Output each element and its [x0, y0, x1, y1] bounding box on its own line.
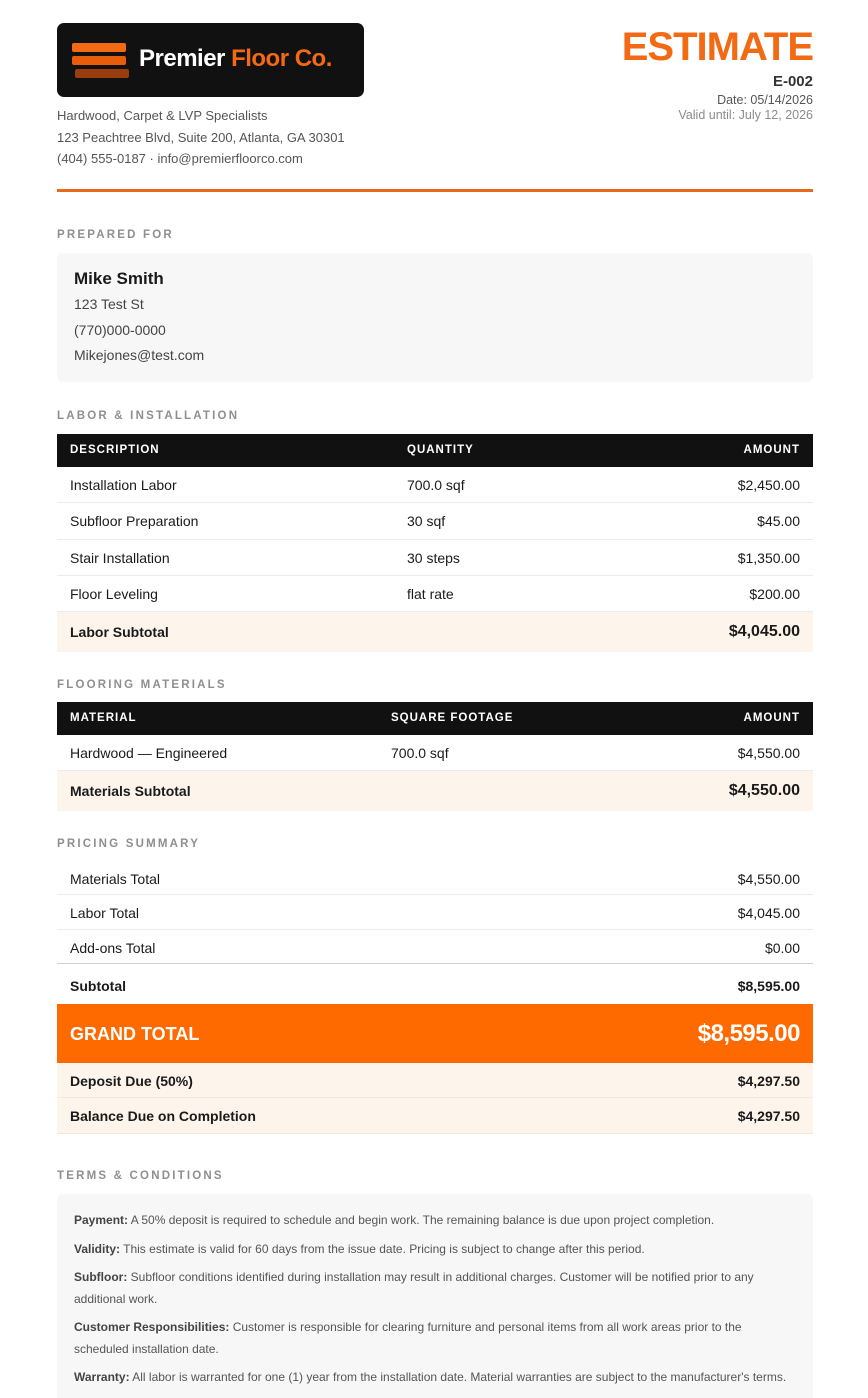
- deposit-value: $4,297.50: [737, 1072, 800, 1089]
- labor-subtotal-value: $4,045.00: [728, 623, 800, 641]
- grand-total-label: GRAND TOTAL: [70, 1023, 200, 1044]
- table-row: [57, 503, 813, 539]
- table-row: [57, 576, 813, 612]
- balance-label: Balance Due on Completion: [70, 1108, 256, 1125]
- client-email: Mikejones@test.com: [74, 347, 205, 363]
- client-card: [57, 253, 813, 382]
- terms-box: [57, 1194, 813, 1398]
- summary-row-label: Materials Total: [70, 871, 161, 887]
- terms-item-text: Subfloor conditions identified during installation may result in additional charges. Customer will be notified prior to any additional work.: [74, 1270, 754, 1306]
- row-description: Stair Installation: [70, 549, 170, 566]
- row-description: Installation Labor: [70, 477, 177, 493]
- terms-item-title: Subfloor:: [74, 1270, 128, 1284]
- summary-row-value: $4,550.00: [737, 871, 800, 887]
- subtotal-label: Subtotal: [70, 977, 126, 994]
- row-amount: $200.00: [749, 585, 800, 602]
- pricing-summary: [57, 861, 813, 1134]
- summary-row-label: Labor Total: [70, 905, 140, 922]
- subtotal-row: [57, 963, 813, 1004]
- estimate-meta: [622, 26, 813, 123]
- terms-item-validity: [74, 1239, 796, 1261]
- company-info: [57, 105, 345, 170]
- summary-row-value: $0.00: [764, 939, 800, 956]
- row-quantity: 700.0 sqf: [407, 477, 465, 493]
- logo-word-premier: Premier: [139, 45, 225, 72]
- terms-item-title: Validity:: [74, 1241, 121, 1256]
- summary-row: [57, 895, 813, 929]
- table-row: [57, 540, 813, 576]
- terms-item-payment: [74, 1210, 796, 1232]
- company-address: 123 Peachtree Blvd, Suite 200, Atlanta, GA 30301: [57, 129, 345, 145]
- company-contact: (404) 555-0187 · info@premierfloorco.com: [57, 151, 303, 166]
- materials-subtotal-row: [57, 771, 813, 811]
- terms-item-subfloor: [74, 1267, 796, 1310]
- company-tagline: Hardwood, Carpet & LVP Specialists: [57, 108, 268, 123]
- company-logo: [57, 23, 364, 97]
- row-description: Floor Leveling: [70, 585, 158, 602]
- summary-row-label: Add-ons Total: [70, 939, 156, 956]
- estimate-date: Date: 05/14/2026: [717, 93, 813, 107]
- table-header: [57, 702, 813, 735]
- row-description: Subfloor Preparation: [70, 513, 199, 530]
- column-header-square-footage: SQUARE FOOTAGE: [391, 712, 514, 724]
- labor-subtotal-label: Labor Subtotal: [70, 624, 169, 641]
- table-row: [57, 735, 813, 771]
- estimate-number: E-002: [772, 73, 813, 90]
- row-quantity: 30 steps: [407, 549, 460, 566]
- subtotal-value: $8,595.00: [737, 977, 800, 994]
- grand-total-bar: [57, 1004, 813, 1063]
- balance-value: $4,297.50: [737, 1108, 800, 1125]
- terms-item-customer-responsibilities: [74, 1317, 796, 1360]
- terms-item-title: Customer Responsibilities:: [74, 1320, 230, 1334]
- terms-section-label: TERMS & CONDITIONS: [57, 1170, 224, 1182]
- balance-row: [57, 1098, 813, 1134]
- column-header-material: MATERIAL: [70, 712, 137, 724]
- row-quantity: 30 sqf: [407, 513, 446, 530]
- grand-total-value: $8,595.00: [697, 1019, 800, 1047]
- materials-section-label: FLOORING MATERIALS: [57, 679, 227, 691]
- table-header: [57, 434, 813, 467]
- row-material: Hardwood — Engineered: [70, 745, 228, 761]
- terms-item-text: This estimate is valid for 60 days from the issue date. Pricing is subject to change after this period.: [123, 1241, 645, 1256]
- labor-section-label: LABOR & INSTALLATION: [57, 410, 240, 422]
- estimate-document: [57, 0, 813, 1384]
- summary-row-value: $4,045.00: [737, 905, 800, 922]
- client-name: Mike Smith: [74, 269, 164, 288]
- row-amount: $4,550.00: [737, 745, 800, 761]
- table-row: [57, 467, 813, 503]
- client-address: 123 Test St: [74, 296, 144, 312]
- labor-subtotal-row: [57, 612, 813, 652]
- row-amount: $2,450.00: [737, 477, 800, 493]
- document-header: [57, 0, 813, 192]
- deposit-row: [57, 1063, 813, 1099]
- column-header-quantity: QUANTITY: [407, 444, 474, 456]
- logo-word-floor-co: Floor Co.: [231, 45, 332, 72]
- materials-subtotal-label: Materials Subtotal: [70, 783, 191, 800]
- column-header-amount: AMOUNT: [743, 444, 800, 456]
- labor-table: [57, 434, 813, 652]
- summary-row: [57, 930, 813, 964]
- row-amount: $1,350.00: [737, 549, 800, 566]
- materials-subtotal-value: $4,550.00: [728, 782, 800, 800]
- terms-item-text: All labor is warranted for one (1) year from the installation date. Material warranties are subject to the manufacturer's terms.: [132, 1370, 787, 1384]
- terms-item-title: Payment:: [74, 1213, 129, 1227]
- client-phone: (770)000-0000: [74, 321, 166, 338]
- row-amount: $45.00: [757, 513, 800, 530]
- logo-wordmark: [139, 45, 332, 73]
- row-footage: 700.0 sqf: [391, 745, 449, 761]
- terms-item-text: A 50% deposit is required to schedule and begin work. The remaining balance is due upon project completion.: [130, 1213, 715, 1227]
- estimate-valid-until: Valid until: July 12, 2026: [678, 108, 813, 122]
- terms-item-warranty: [74, 1367, 796, 1389]
- row-quantity: flat rate: [407, 585, 454, 602]
- column-header-description: DESCRIPTION: [70, 444, 160, 456]
- terms-item-title: Warranty:: [74, 1370, 130, 1384]
- deposit-label: Deposit Due (50%): [70, 1072, 193, 1089]
- prepared-for-label: PREPARED FOR: [57, 229, 174, 241]
- materials-table: [57, 702, 813, 811]
- summary-row: [57, 861, 813, 895]
- header-divider: [57, 189, 813, 192]
- floor-planks-icon: [72, 43, 128, 79]
- pricing-summary-label: PRICING SUMMARY: [57, 838, 201, 850]
- column-header-amount: AMOUNT: [743, 712, 800, 724]
- terms-item-text: Customer is responsible for clearing furniture and personal items from all work areas prior to the scheduled installation date.: [74, 1320, 742, 1356]
- estimate-title: ESTIMATE: [621, 25, 813, 69]
